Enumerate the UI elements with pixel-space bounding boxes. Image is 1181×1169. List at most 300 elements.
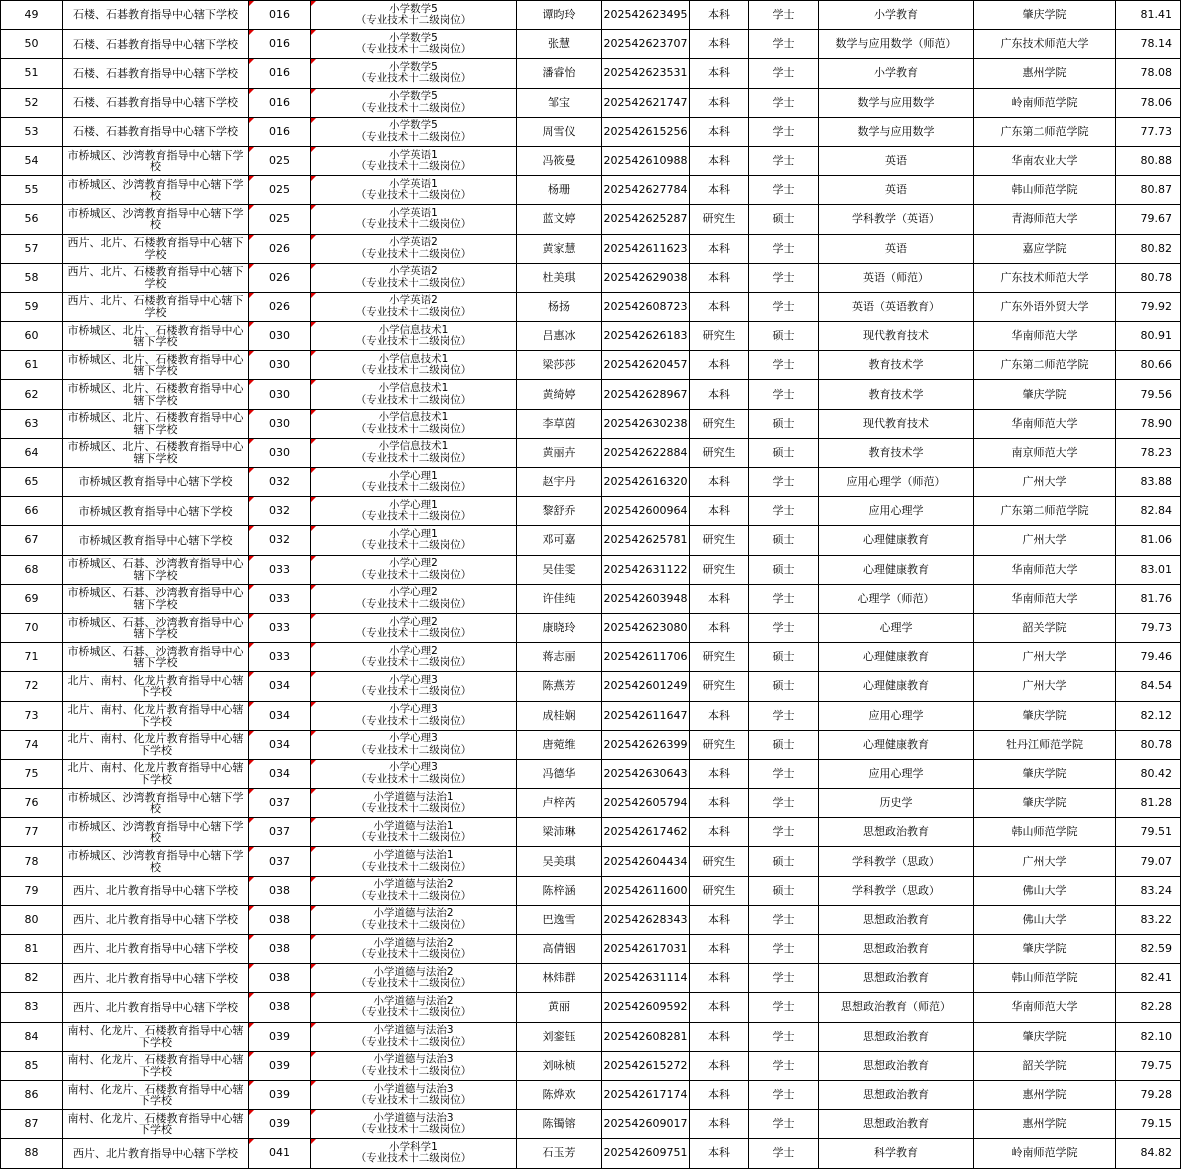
school-cell: 石楼、石碁教育指导中心辖下学校: [63, 30, 249, 59]
position-title: 小学心理1: [389, 498, 438, 511]
school-cell: 南村、化龙片、石楼教育指导中心辖下学校: [63, 1110, 249, 1139]
row-number: 70: [1, 613, 63, 642]
table-row: [1, 468, 1181, 497]
row-number: 65: [1, 468, 63, 497]
row-number: 51: [1, 59, 63, 88]
position-title: 小学信息技术1: [378, 440, 449, 453]
comment-marker-icon: [311, 351, 316, 356]
degree: 硕士: [749, 672, 819, 701]
university: 肇庆学院: [974, 789, 1116, 818]
row-number: 73: [1, 701, 63, 730]
position-cell: [311, 30, 517, 59]
comment-marker-icon: [249, 556, 254, 561]
table-row: [1, 847, 1181, 876]
school-cell: 石楼、石碁教育指导中心辖下学校: [63, 59, 249, 88]
table-row: [1, 759, 1181, 788]
comment-marker-icon: [311, 30, 316, 35]
position-grade: （专业技术十二级岗位）: [355, 539, 472, 552]
ticket-number: 202542611623: [602, 234, 690, 263]
row-number: 53: [1, 117, 63, 146]
school-cell: 西片、北片教育指导中心辖下学校: [63, 935, 249, 964]
ticket-number: 202542621747: [602, 88, 690, 117]
school-cell: 南村、化龙片、石楼教育指导中心辖下学校: [63, 1022, 249, 1051]
position-cell: [311, 351, 517, 380]
comment-marker-icon: [249, 380, 254, 385]
row-number: 61: [1, 351, 63, 380]
degree: 学士: [749, 497, 819, 526]
comment-marker-icon: [311, 614, 316, 619]
position-code: 030: [249, 322, 311, 351]
ticket-number: 202542628967: [602, 380, 690, 409]
comment-marker-icon: [311, 59, 316, 64]
comment-marker-icon: [249, 847, 254, 852]
comment-marker-icon: [311, 964, 316, 969]
candidate-name: 黄丽卉: [517, 438, 602, 467]
major: 英语: [819, 234, 974, 263]
education-level: 研究生: [690, 205, 749, 234]
comment-marker-icon: [249, 993, 254, 998]
comment-marker-icon: [249, 439, 254, 444]
major: 英语（英语教育）: [819, 292, 974, 321]
education-level: 研究生: [690, 555, 749, 584]
comment-marker-icon: [311, 585, 316, 590]
candidate-name: 黄家慧: [517, 234, 602, 263]
school-cell: 石楼、石碁教育指导中心辖下学校: [63, 117, 249, 146]
candidate-name: 唐菀维: [517, 730, 602, 759]
degree: 学士: [749, 88, 819, 117]
table-row: [1, 555, 1181, 584]
position-cell: [311, 176, 517, 205]
position-code: 038: [249, 905, 311, 934]
table-row: [1, 438, 1181, 467]
position-code: 039: [249, 1051, 311, 1080]
comment-marker-icon: [249, 89, 254, 94]
candidate-name: 梁沛琳: [517, 818, 602, 847]
ticket-number: 202542615272: [602, 1051, 690, 1080]
score: 80.82: [1116, 234, 1181, 263]
position-cell: [311, 584, 517, 613]
comment-marker-icon: [249, 176, 254, 181]
position-title: 小学道德与法治3: [373, 1111, 454, 1124]
ticket-number: 202542625781: [602, 526, 690, 555]
position-title: 小学心理3: [389, 732, 438, 745]
row-number: 50: [1, 30, 63, 59]
position-cell: [311, 672, 517, 701]
comment-marker-icon: [249, 906, 254, 911]
ticket-number: 202542629038: [602, 263, 690, 292]
degree: 学士: [749, 789, 819, 818]
degree: 学士: [749, 234, 819, 263]
major: 教育技术学: [819, 351, 974, 380]
ticket-number: 202542620457: [602, 351, 690, 380]
education-level: 本科: [690, 234, 749, 263]
position-title: 小学数学5: [389, 119, 438, 132]
major: 心理健康教育: [819, 643, 974, 672]
university: 华南师范大学: [974, 555, 1116, 584]
university: 肇庆学院: [974, 1, 1116, 30]
comment-marker-icon: [311, 818, 316, 823]
position-code: 025: [249, 176, 311, 205]
table-row: [1, 818, 1181, 847]
major: 应用心理学: [819, 701, 974, 730]
position-code: 025: [249, 205, 311, 234]
table-row: [1, 1022, 1181, 1051]
comment-marker-icon: [249, 497, 254, 502]
education-level: 本科: [690, 30, 749, 59]
university: 岭南师范学院: [974, 88, 1116, 117]
education-level: 本科: [690, 818, 749, 847]
score: 79.15: [1116, 1110, 1181, 1139]
degree: 学士: [749, 1022, 819, 1051]
ticket-number: 202542615256: [602, 117, 690, 146]
comment-marker-icon: [249, 293, 254, 298]
ticket-number: 202542610988: [602, 146, 690, 175]
major: 英语: [819, 146, 974, 175]
comment-marker-icon: [311, 1110, 316, 1115]
comment-marker-icon: [311, 89, 316, 94]
degree: 硕士: [749, 205, 819, 234]
position-title: 小学英语2: [389, 265, 438, 278]
comment-marker-icon: [249, 351, 254, 356]
major: 思想政治教育: [819, 1051, 974, 1080]
school-cell: 西片、北片、石楼教育指导中心辖下学校: [63, 234, 249, 263]
degree: 学士: [749, 993, 819, 1022]
candidate-name: 杜美琪: [517, 263, 602, 292]
comment-marker-icon: [311, 877, 316, 882]
position-cell: [311, 263, 517, 292]
row-number: 69: [1, 584, 63, 613]
position-cell: [311, 1080, 517, 1109]
position-code: 032: [249, 497, 311, 526]
comment-marker-icon: [249, 59, 254, 64]
position-code: 030: [249, 409, 311, 438]
education-level: 本科: [690, 146, 749, 175]
candidate-name: 梁莎莎: [517, 351, 602, 380]
row-number: 55: [1, 176, 63, 205]
position-code: 030: [249, 351, 311, 380]
candidate-name: 吕惠冰: [517, 322, 602, 351]
position-title: 小学英语2: [389, 236, 438, 249]
comment-marker-icon: [249, 526, 254, 531]
major: 心理健康教育: [819, 555, 974, 584]
university: 韶关学院: [974, 613, 1116, 642]
university: 岭南师范学院: [974, 1139, 1116, 1168]
school-cell: 市桥城区、北片、石楼教育指导中心辖下学校: [63, 438, 249, 467]
position-grade: （专业技术十二级岗位）: [355, 451, 472, 464]
comment-marker-icon: [249, 935, 254, 940]
row-number: 71: [1, 643, 63, 672]
position-grade: （专业技术十二级岗位）: [355, 160, 472, 173]
score: 79.75: [1116, 1051, 1181, 1080]
degree: 学士: [749, 905, 819, 934]
comment-marker-icon: [311, 789, 316, 794]
school-cell: 市桥城区、北片、石楼教育指导中心辖下学校: [63, 351, 249, 380]
position-cell: [311, 876, 517, 905]
candidate-name: 刘咏桢: [517, 1051, 602, 1080]
position-cell: [311, 292, 517, 321]
position-code: 033: [249, 584, 311, 613]
comment-marker-icon: [311, 439, 316, 444]
ticket-number: 202542611647: [602, 701, 690, 730]
university: 牡丹江师范学院: [974, 730, 1116, 759]
university: 韩山师范学院: [974, 818, 1116, 847]
university: 广州大学: [974, 672, 1116, 701]
position-title: 小学数学5: [389, 2, 438, 15]
ticket-number: 202542622884: [602, 438, 690, 467]
row-number: 78: [1, 847, 63, 876]
ticket-number: 202542623531: [602, 59, 690, 88]
candidate-name: 杨珊: [517, 176, 602, 205]
score: 82.59: [1116, 935, 1181, 964]
candidate-name: 冯筱曼: [517, 146, 602, 175]
row-number: 66: [1, 497, 63, 526]
position-cell: [311, 526, 517, 555]
candidate-name: 黄丽: [517, 993, 602, 1022]
ticket-number: 202542626399: [602, 730, 690, 759]
score: 82.10: [1116, 1022, 1181, 1051]
score: 78.23: [1116, 438, 1181, 467]
position-grade: （专业技术十二级岗位）: [355, 364, 472, 377]
ticket-number: 202542623080: [602, 613, 690, 642]
position-grade: （专业技术十二级岗位）: [355, 772, 472, 785]
position-cell: [311, 380, 517, 409]
comment-marker-icon: [249, 205, 254, 210]
comment-marker-icon: [311, 235, 316, 240]
comment-marker-icon: [249, 643, 254, 648]
education-level: 研究生: [690, 730, 749, 759]
position-title: 小学道德与法治1: [373, 819, 454, 832]
row-number: 68: [1, 555, 63, 584]
school-cell: 北片、南村、化龙片教育指导中心辖下学校: [63, 730, 249, 759]
candidate-name: 刘銮钰: [517, 1022, 602, 1051]
table-row: [1, 1, 1181, 30]
ticket-number: 202542601249: [602, 672, 690, 701]
education-level: 本科: [690, 468, 749, 497]
comment-marker-icon: [249, 702, 254, 707]
major: 学科教学（英语）: [819, 205, 974, 234]
position-title: 小学心理1: [389, 527, 438, 540]
position-code: 038: [249, 876, 311, 905]
position-code: 034: [249, 701, 311, 730]
position-grade: （专业技术十二级岗位）: [355, 918, 472, 931]
position-grade: （专业技术十二级岗位）: [355, 597, 472, 610]
candidate-name: 吴佳雯: [517, 555, 602, 584]
comment-marker-icon: [311, 468, 316, 473]
education-level: 本科: [690, 1051, 749, 1080]
score: 78.14: [1116, 30, 1181, 59]
education-level: 本科: [690, 1110, 749, 1139]
education-level: 本科: [690, 380, 749, 409]
position-code: 016: [249, 88, 311, 117]
candidate-name: 陈燕芳: [517, 672, 602, 701]
degree: 学士: [749, 584, 819, 613]
school-cell: 市桥城区、石碁、沙湾教育指导中心辖下学校: [63, 555, 249, 584]
comment-marker-icon: [249, 410, 254, 415]
position-title: 小学道德与法治2: [373, 936, 454, 949]
row-number: 76: [1, 789, 63, 818]
score: 80.66: [1116, 351, 1181, 380]
school-cell: 市桥城区、北片、石楼教育指导中心辖下学校: [63, 380, 249, 409]
ticket-number: 202542631122: [602, 555, 690, 584]
position-grade: （专业技术十二级岗位）: [355, 393, 472, 406]
position-cell: [311, 1, 517, 30]
position-grade: （专业技术十二级岗位）: [355, 627, 472, 640]
major: 应用心理学: [819, 759, 974, 788]
university: 广东第二师范学院: [974, 497, 1116, 526]
education-level: 本科: [690, 993, 749, 1022]
table-row: [1, 59, 1181, 88]
position-title: 小学数学5: [389, 90, 438, 103]
comment-marker-icon: [249, 1081, 254, 1086]
candidate-name: 许佳纯: [517, 584, 602, 613]
candidate-name: 赵宇丹: [517, 468, 602, 497]
candidate-name: 石玉芳: [517, 1139, 602, 1168]
major: 数学与应用数学（师范）: [819, 30, 974, 59]
education-level: 研究生: [690, 438, 749, 467]
position-grade: （专业技术十二级岗位）: [355, 831, 472, 844]
school-cell: 西片、北片教育指导中心辖下学校: [63, 993, 249, 1022]
table-row: [1, 993, 1181, 1022]
position-grade: （专业技术十二级岗位）: [355, 714, 472, 727]
position-code: 039: [249, 1022, 311, 1051]
candidate-name: 巴逸雪: [517, 905, 602, 934]
comment-marker-icon: [311, 672, 316, 677]
ticket-number: 202542600964: [602, 497, 690, 526]
position-title: 小学心理2: [389, 615, 438, 628]
position-title: 小学道德与法治2: [373, 994, 454, 1007]
score: 80.91: [1116, 322, 1181, 351]
school-cell: 市桥城区、沙湾教育指导中心辖下学校: [63, 205, 249, 234]
score: 79.07: [1116, 847, 1181, 876]
row-number: 75: [1, 759, 63, 788]
score: 81.06: [1116, 526, 1181, 555]
ticket-number: 202542608723: [602, 292, 690, 321]
position-code: 039: [249, 1110, 311, 1139]
row-number: 77: [1, 818, 63, 847]
position-cell: [311, 468, 517, 497]
school-cell: 北片、南村、化龙片教育指导中心辖下学校: [63, 672, 249, 701]
university: 广东技术师范大学: [974, 30, 1116, 59]
position-cell: [311, 234, 517, 263]
table-row: [1, 789, 1181, 818]
row-number: 86: [1, 1080, 63, 1109]
candidate-name: 黎舒乔: [517, 497, 602, 526]
university: 广东第二师范学院: [974, 351, 1116, 380]
university: 华南师范大学: [974, 993, 1116, 1022]
ticket-number: 202542608281: [602, 1022, 690, 1051]
university: 广东第二师范学院: [974, 117, 1116, 146]
position-title: 小学道德与法治1: [373, 849, 454, 862]
major: 心理健康教育: [819, 672, 974, 701]
score: 83.24: [1116, 876, 1181, 905]
position-title: 小学心理2: [389, 644, 438, 657]
major: 应用心理学: [819, 497, 974, 526]
position-grade: （专业技术十二级岗位）: [355, 1064, 472, 1077]
position-title: 小学道德与法治3: [373, 1024, 454, 1037]
comment-marker-icon: [249, 1023, 254, 1028]
comment-marker-icon: [311, 264, 316, 269]
position-grade: （专业技术十二级岗位）: [355, 14, 472, 27]
position-cell: [311, 409, 517, 438]
position-code: 034: [249, 730, 311, 759]
position-code: 016: [249, 1, 311, 30]
comment-marker-icon: [311, 293, 316, 298]
row-number: 56: [1, 205, 63, 234]
position-cell: [311, 146, 517, 175]
degree: 学士: [749, 1110, 819, 1139]
score: 82.84: [1116, 497, 1181, 526]
position-code: 016: [249, 117, 311, 146]
ticket-number: 202542630643: [602, 759, 690, 788]
education-level: 本科: [690, 613, 749, 642]
row-number: 54: [1, 146, 63, 175]
university: 韶关学院: [974, 1051, 1116, 1080]
university: 华南农业大学: [974, 146, 1116, 175]
position-grade: （专业技术十二级岗位）: [355, 218, 472, 231]
school-cell: 北片、南村、化龙片教育指导中心辖下学校: [63, 701, 249, 730]
education-level: 研究生: [690, 876, 749, 905]
table-row: [1, 409, 1181, 438]
row-number: 83: [1, 993, 63, 1022]
comment-marker-icon: [249, 1, 254, 6]
position-title: 小学心理1: [389, 469, 438, 482]
ticket-number: 202542623707: [602, 30, 690, 59]
table-row: [1, 672, 1181, 701]
position-cell: [311, 1139, 517, 1168]
school-cell: 南村、化龙片、石楼教育指导中心辖下学校: [63, 1051, 249, 1080]
comment-marker-icon: [249, 468, 254, 473]
position-code: 030: [249, 380, 311, 409]
table-row: [1, 263, 1181, 292]
education-level: 本科: [690, 701, 749, 730]
major: 心理学: [819, 613, 974, 642]
score: 84.54: [1116, 672, 1181, 701]
position-grade: （专业技术十二级岗位）: [355, 305, 472, 318]
position-cell: [311, 818, 517, 847]
score: 84.82: [1116, 1139, 1181, 1168]
degree: 硕士: [749, 876, 819, 905]
score: 82.12: [1116, 701, 1181, 730]
position-grade: （专业技术十二级岗位）: [355, 43, 472, 56]
table-row: [1, 1139, 1181, 1168]
ticket-number: 202542628343: [602, 905, 690, 934]
position-grade: （专业技术十二级岗位）: [355, 1094, 472, 1107]
school-cell: 西片、北片教育指导中心辖下学校: [63, 964, 249, 993]
ticket-number: 202542609751: [602, 1139, 690, 1168]
school-cell: 市桥城区、沙湾教育指导中心辖下学校: [63, 146, 249, 175]
position-code: 026: [249, 292, 311, 321]
position-grade: （专业技术十二级岗位）: [355, 685, 472, 698]
school-cell: 市桥城区、沙湾教育指导中心辖下学校: [63, 176, 249, 205]
score: 81.76: [1116, 584, 1181, 613]
major: 现代教育技术: [819, 409, 974, 438]
university: 肇庆学院: [974, 380, 1116, 409]
table-row: [1, 351, 1181, 380]
degree: 学士: [749, 146, 819, 175]
position-code: 034: [249, 759, 311, 788]
score: 77.73: [1116, 117, 1181, 146]
position-grade: （专业技术十二级岗位）: [355, 889, 472, 902]
degree: 学士: [749, 468, 819, 497]
comment-marker-icon: [311, 643, 316, 648]
degree: 学士: [749, 59, 819, 88]
score: 83.01: [1116, 555, 1181, 584]
score: 78.90: [1116, 409, 1181, 438]
university: 肇庆学院: [974, 701, 1116, 730]
position-code: 037: [249, 818, 311, 847]
major: 思想政治教育: [819, 1080, 974, 1109]
table-row: [1, 497, 1181, 526]
